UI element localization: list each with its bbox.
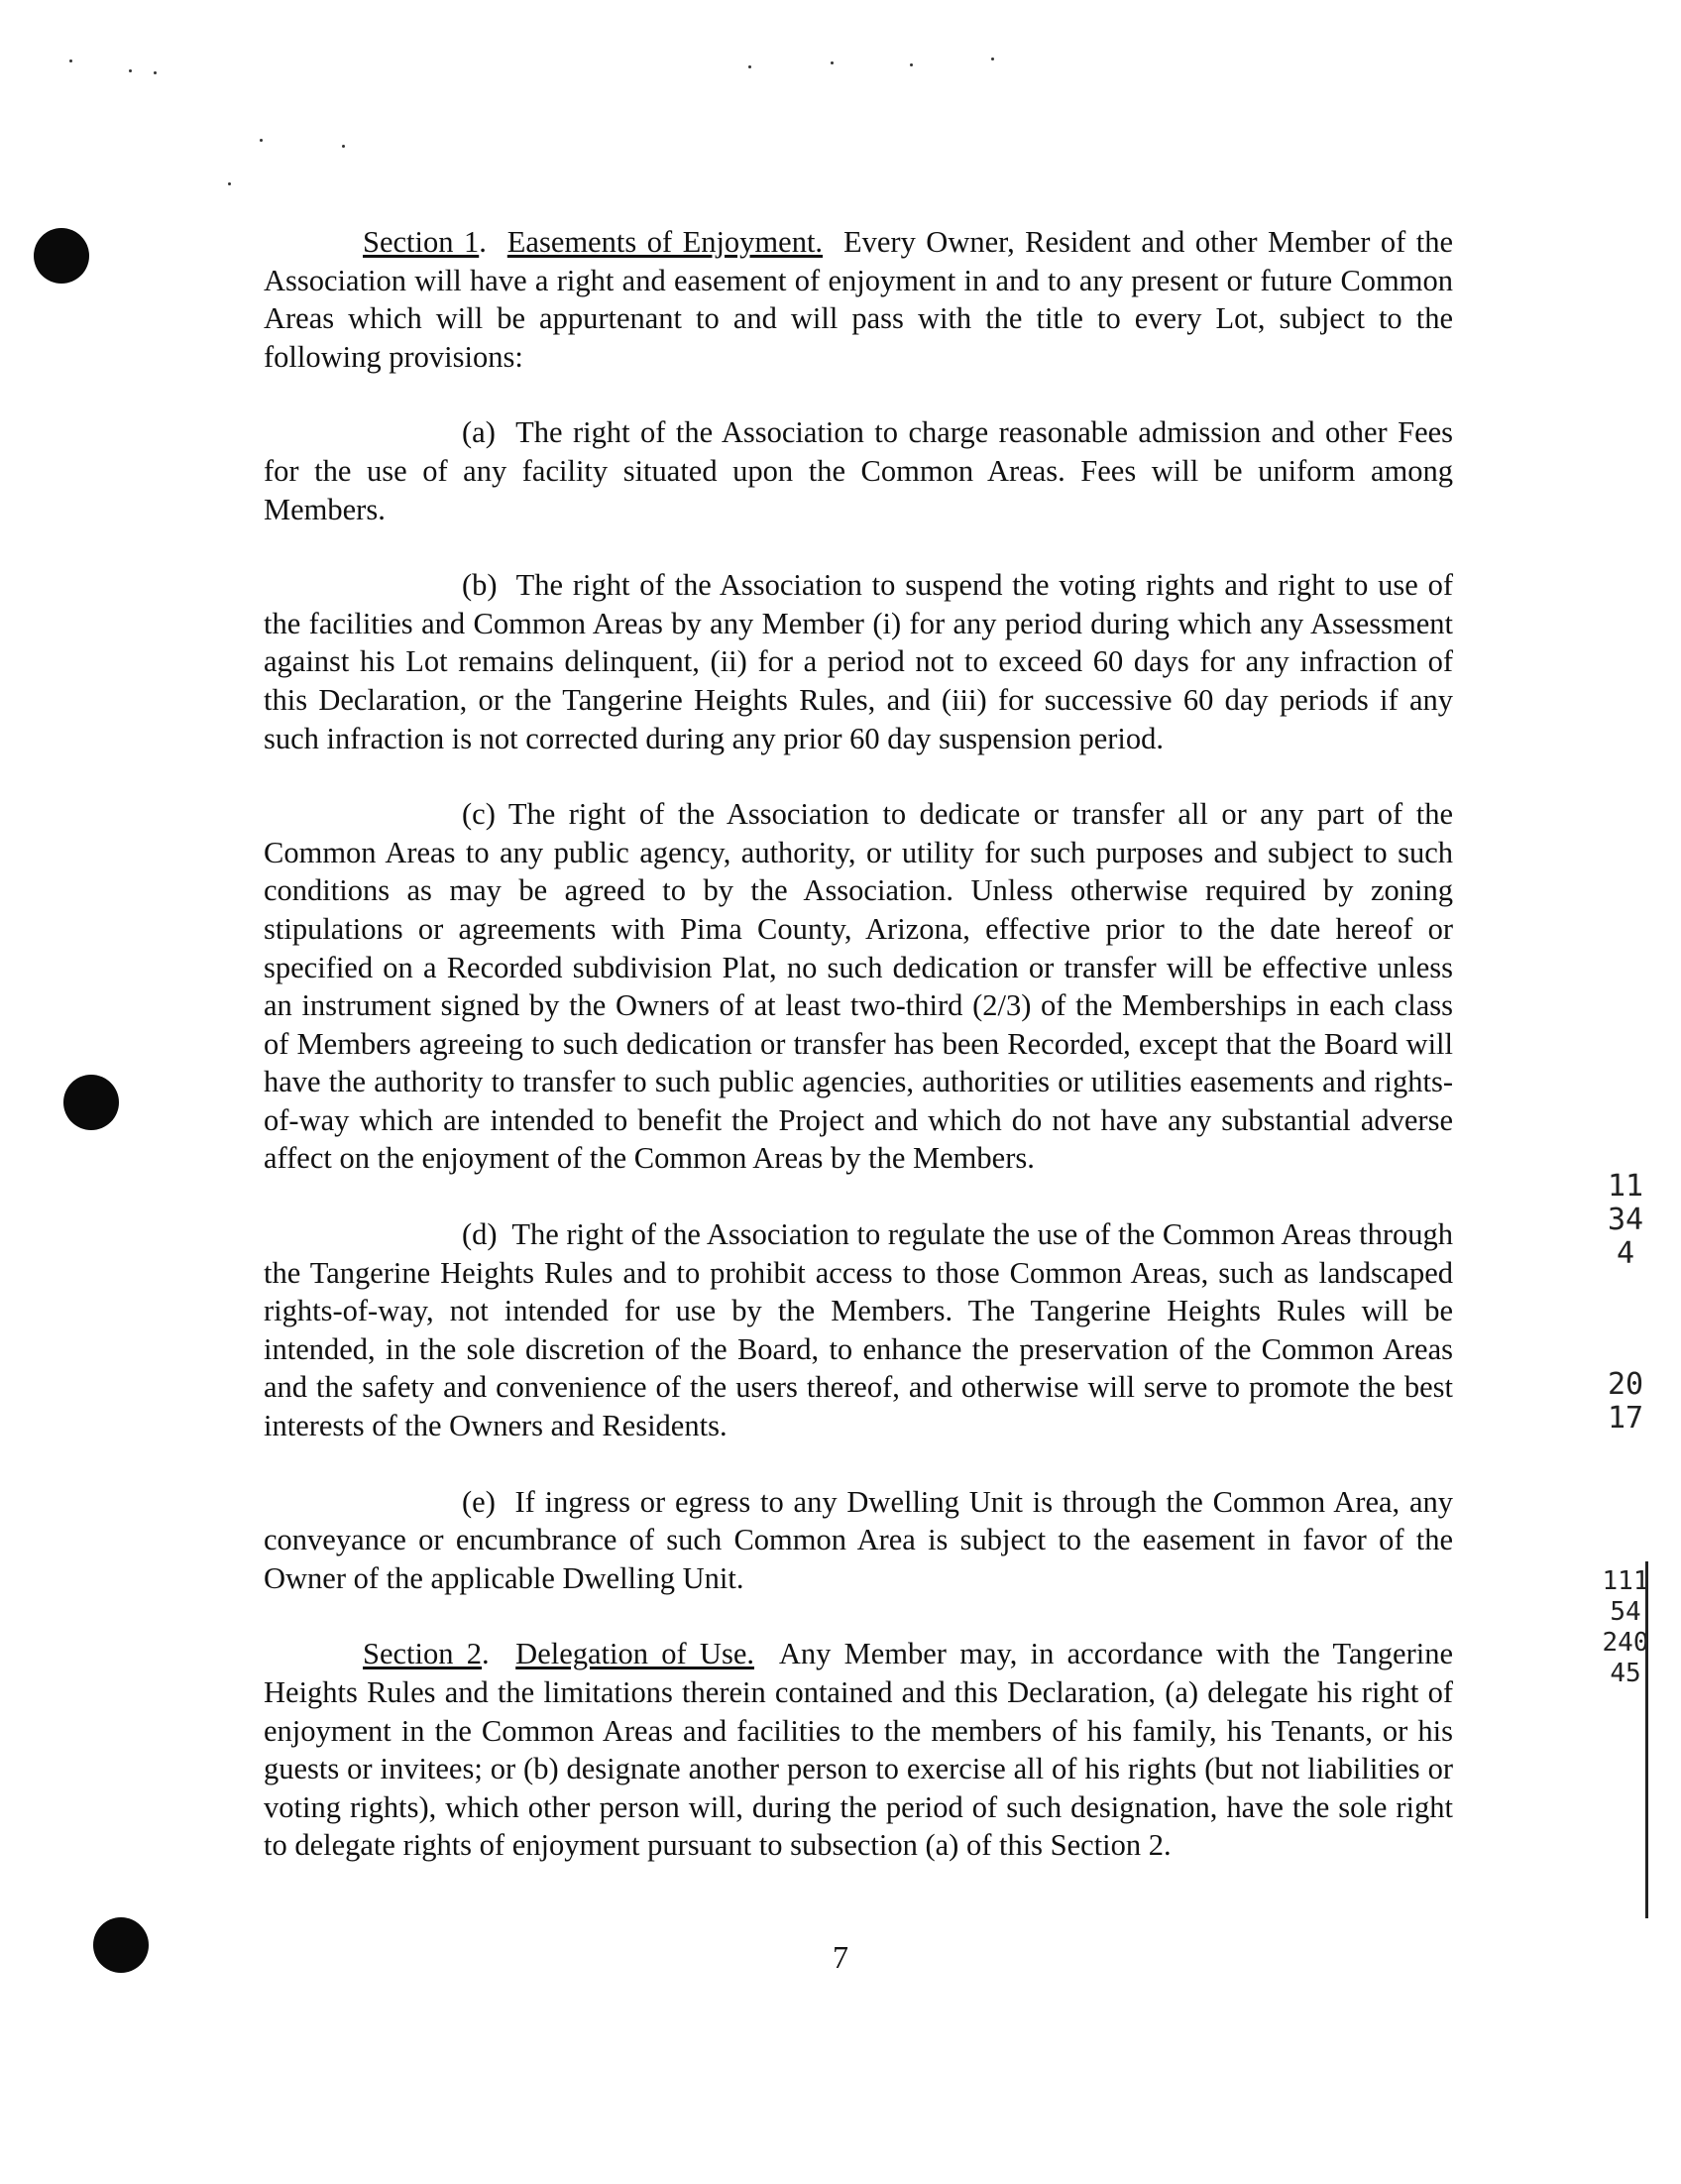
scan-speck — [69, 59, 72, 62]
margin-stamp-lower: 11154 24045 — [1602, 1566, 1649, 1688]
provision-d — [264, 1215, 1453, 1445]
scan-speck — [129, 69, 132, 72]
section-1-text: Every Owner, Resident and other Member of the Association will have a right and easement of enjoyment in and to any present or future Common Areas which will be appurtenant to and will pass with the title to every Lot, subject to the following provisions: — [264, 225, 1453, 374]
provision-c-label: (c) — [462, 797, 496, 832]
provision-e-text: If ingress or egress to any Dwelling Unit is through the Common Area, any conveyance or encumbrance of such Common Area is subject to the easement in favor of the Owner of the applicable Dwelling Unit. — [264, 1484, 1454, 1595]
provision-c-text: The right of the Association to dedicate or transfer all or any part of the Common Areas to any public agency, authority, or utility for such purposes and subject to such conditions as may be agreed to by the Association. Unless otherwise required by zoning stipulations or agreements with Pima County, Arizona, effective prior to the date hereof or specified on a Recorded subdivision Plat, no such dedication or transfer will be effective unless an instrument signed by the Owners of at least two-third (2/3) of the Memberships in each class of Members agreeing to such dedication or transfer has been Recorded, except that the Board will have the authority to transfer to such public agencies, authorities or utilities easements and rights-of-way which are intended to benefit the Project and which do not have any substantial adverse affect on the enjoyment of the Common Areas by the Members. — [264, 797, 1453, 1176]
scan-speck — [831, 61, 834, 64]
section-2-title: Delegation of Use. — [515, 1637, 754, 1671]
scan-speck — [910, 63, 913, 66]
scan-speck — [991, 57, 994, 60]
punch-hole-top — [34, 228, 89, 284]
margin-stamp-page: 2017 — [1607, 1367, 1644, 1436]
margin-stamp-docket: 11344 — [1607, 1169, 1644, 1271]
section-1-title: Easements of Enjoyment. — [506, 225, 824, 259]
scan-speck — [260, 139, 263, 142]
provision-a-label: (a) — [462, 415, 496, 450]
section-2-number: Section 2 — [363, 1637, 483, 1671]
provision-b-label: (b) — [462, 568, 498, 603]
page-number: 7 — [833, 1939, 848, 1975]
provision-d-text: The right of the Association to regulate the use of the Common Areas through the Tangerine Heights Rules and to prohibit access to those Common Areas, such as landscaped rights-of-way, not intended for use by the Members. The Tangerine Heights Rules will be intended, in the sole discretion of the Board, to enhance the preservation of the Common Areas and the safety and convenience of the users thereof, and otherwise will serve to promote the best interests of the Owners and Residents. — [264, 1217, 1453, 1443]
provision-b — [264, 566, 1453, 757]
section-1-number: Section 1 — [363, 225, 480, 259]
scan-speck — [154, 71, 157, 74]
scan-speck — [342, 145, 345, 148]
section-2-text: Any Member may, in accordance with the Tangerine Heights Rules and the limitations therein contained and this Declaration, (a) delegate his right of enjoyment in the Common Areas and facilities to the members of his family, his Tenants, or his guests or invitees; or (b) designate another person to exercise all of his rights (but not liabilities or voting rights), which other person will, during the period of such designation, have the sole right to delegate rights of enjoyment pursuant to subsection (a) of this Section 2. — [264, 1637, 1453, 1863]
provision-c — [264, 795, 1453, 1178]
punch-hole-middle — [63, 1075, 119, 1130]
scan-speck — [748, 65, 751, 68]
provision-a — [264, 413, 1453, 528]
provision-a-text: The right of the Association to charge reasonable admission and other Fees for the use of any facility situated upon the Common Areas. Fees will be uniform among Members. — [264, 415, 1454, 526]
provision-e — [264, 1483, 1453, 1598]
document-body — [264, 223, 1453, 1902]
section-1-paragraph: Section 1. Easements of Enjoyment. Every Owner, Resident and other Member of the Association will have a right and easement of enjoyment in and to any present or future Common Areas which will be appurtenant to and will pass with the title to every Lot, subject to the following provisions: — [264, 225, 1453, 374]
provision-d-label: (d) — [462, 1217, 498, 1252]
provision-b-text: The right of the Association to suspend the voting rights and right to use of the facilities and Common Areas by any Member (i) for any period during which any Assessment against his Lot remains delinquent, (ii) for a period not to exceed 60 days for any infraction of this Declaration, or the Tangerine Heights Rules, and (iii) for successive 60 day periods if any such infraction is not corrected during any prior 60 day suspension period. — [264, 568, 1453, 755]
section-2-paragraph: Section 2. Delegation of Use. Any Member may, in accordance with the Tangerine Heights Rules and the limitations therein contained and this Declaration, (a) delegate his right of enjoyment in the Common Areas and facilities to the members of his family, his Tenants, or his guests or invitees; or (b) designate another person to exercise all of his rights (but not liabilities or voting rights), which other person will, during the period of such designation, have the sole right to delegate rights of enjoyment pursuant to subsection (a) of this Section 2. — [264, 1637, 1453, 1863]
scan-speck — [228, 182, 231, 185]
provision-e-label: (e) — [462, 1484, 496, 1519]
